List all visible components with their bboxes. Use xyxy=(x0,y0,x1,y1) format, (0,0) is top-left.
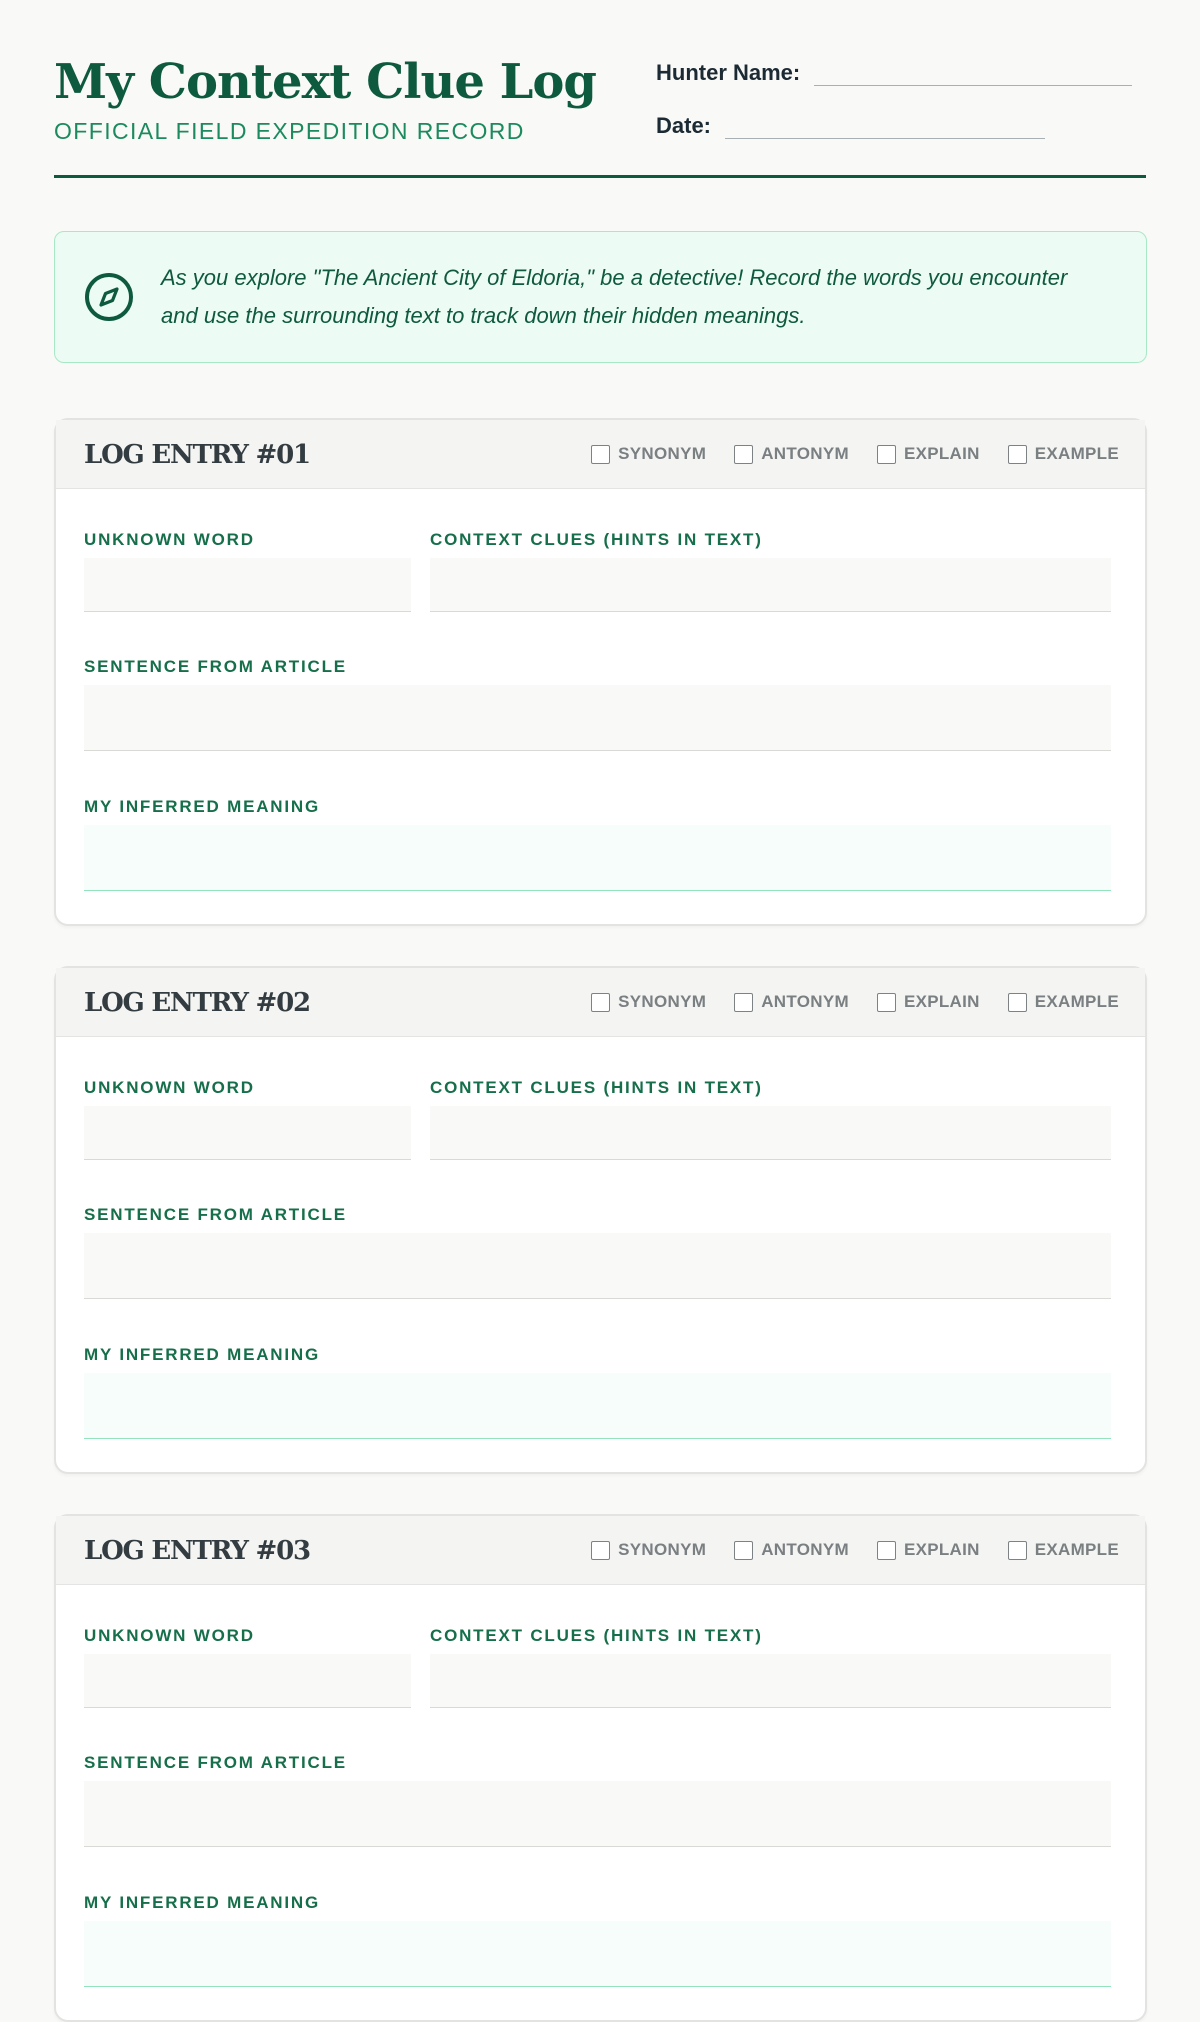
context-clues-label: CONTEXT CLUES (HINTS IN TEXT) xyxy=(430,1626,763,1645)
context-clues-label: CONTEXT CLUES (HINTS IN TEXT) xyxy=(430,530,763,549)
clue-option-synonym[interactable] xyxy=(591,444,706,464)
explain-label: EXPLAIN xyxy=(903,1540,980,1559)
clue-option-explain[interactable] xyxy=(877,444,980,464)
antonym-label: ANTONYM xyxy=(761,444,849,463)
antonym-checkbox[interactable] xyxy=(734,1541,753,1560)
log-entry-title: LOG ENTRY #03 xyxy=(84,1536,310,1566)
unknown-word-label: UNKNOWN WORD xyxy=(84,1078,255,1097)
example-checkbox[interactable] xyxy=(1008,1541,1027,1560)
context-clues-label: CONTEXT CLUES (HINTS IN TEXT) xyxy=(430,1078,763,1097)
log-entry-card xyxy=(54,418,1147,926)
clue-type-options xyxy=(591,1540,1119,1560)
log-entry-header xyxy=(56,968,1145,1037)
context-clues-field[interactable] xyxy=(430,1654,1111,1708)
clue-option-antonym[interactable] xyxy=(734,444,849,464)
example-checkbox[interactable] xyxy=(1008,993,1027,1012)
unknown-word-label: UNKNOWN WORD xyxy=(84,1626,255,1645)
hunter-name-label: Hunter Name: xyxy=(656,60,801,85)
hunter-name-field[interactable] xyxy=(814,60,1132,86)
example-label: EXAMPLE xyxy=(1034,992,1119,1011)
clue-option-antonym[interactable] xyxy=(734,1540,849,1560)
antonym-label: ANTONYM xyxy=(761,1540,849,1559)
log-entry-card xyxy=(54,1514,1147,2022)
clue-option-example[interactable] xyxy=(1008,1540,1119,1560)
intro-box xyxy=(54,231,1147,363)
explain-checkbox[interactable] xyxy=(877,993,896,1012)
compass-icon xyxy=(83,271,135,323)
log-entry-title: LOG ENTRY #02 xyxy=(84,988,310,1018)
intro-text: As you explore "The Ancient City of Eldoria," be a detective! Record the words you encounter and use the surrounding text to track down their hidden meanings. xyxy=(161,265,1068,328)
antonym-checkbox[interactable] xyxy=(734,445,753,464)
sentence-field[interactable] xyxy=(84,1781,1111,1847)
sentence-label: SENTENCE FROM ARTICLE xyxy=(84,1205,347,1224)
clue-option-synonym[interactable] xyxy=(591,992,706,1012)
synonym-label: SYNONYM xyxy=(618,992,707,1011)
explain-label: EXPLAIN xyxy=(903,992,980,1011)
date-row xyxy=(656,113,1045,139)
clue-option-explain[interactable] xyxy=(877,1540,980,1560)
sentence-field[interactable] xyxy=(84,685,1111,751)
log-entry-header xyxy=(56,1516,1145,1585)
explain-checkbox[interactable] xyxy=(877,1541,896,1560)
clue-option-explain[interactable] xyxy=(877,992,980,1012)
unknown-word-label: UNKNOWN WORD xyxy=(84,530,255,549)
synonym-checkbox[interactable] xyxy=(591,1541,610,1560)
antonym-checkbox[interactable] xyxy=(734,993,753,1012)
sentence-label: SENTENCE FROM ARTICLE xyxy=(84,1753,347,1772)
synonym-label: SYNONYM xyxy=(618,444,707,463)
inferred-meaning-field[interactable] xyxy=(84,825,1111,891)
clue-type-options xyxy=(591,992,1119,1012)
example-checkbox[interactable] xyxy=(1008,445,1027,464)
synonym-checkbox[interactable] xyxy=(591,445,610,464)
unknown-word-field[interactable] xyxy=(84,1106,411,1160)
clue-option-antonym[interactable] xyxy=(734,992,849,1012)
sentence-field[interactable] xyxy=(84,1233,1111,1299)
date-label: Date: xyxy=(656,113,712,138)
inferred-meaning-field[interactable] xyxy=(84,1373,1111,1439)
date-field[interactable] xyxy=(725,113,1045,139)
explain-checkbox[interactable] xyxy=(877,445,896,464)
inferred-meaning-label: MY INFERRED MEANING xyxy=(84,1345,321,1364)
hunter-name-row xyxy=(656,60,1132,86)
sentence-label: SENTENCE FROM ARTICLE xyxy=(84,657,347,676)
clue-option-example[interactable] xyxy=(1008,444,1119,464)
unknown-word-field[interactable] xyxy=(84,1654,411,1708)
page-title: My Context Clue Log xyxy=(54,54,596,110)
synonym-checkbox[interactable] xyxy=(591,993,610,1012)
log-entry-card xyxy=(54,966,1147,1474)
synonym-label: SYNONYM xyxy=(618,1540,707,1559)
clue-option-synonym[interactable] xyxy=(591,1540,706,1560)
context-clues-field[interactable] xyxy=(430,1106,1111,1160)
log-entry-title: LOG ENTRY #01 xyxy=(84,440,310,470)
page-subtitle: OFFICIAL FIELD EXPEDITION RECORD xyxy=(54,118,525,144)
antonym-label: ANTONYM xyxy=(761,992,849,1011)
explain-label: EXPLAIN xyxy=(903,444,980,463)
log-entry-header xyxy=(56,420,1145,489)
page-header xyxy=(54,0,1146,178)
inferred-meaning-label: MY INFERRED MEANING xyxy=(84,797,321,816)
example-label: EXAMPLE xyxy=(1034,444,1119,463)
inferred-meaning-field[interactable] xyxy=(84,1921,1111,1987)
context-clues-field[interactable] xyxy=(430,558,1111,612)
clue-option-example[interactable] xyxy=(1008,992,1119,1012)
example-label: EXAMPLE xyxy=(1034,1540,1119,1559)
inferred-meaning-label: MY INFERRED MEANING xyxy=(84,1893,321,1912)
clue-type-options xyxy=(591,444,1119,464)
unknown-word-field[interactable] xyxy=(84,558,411,612)
